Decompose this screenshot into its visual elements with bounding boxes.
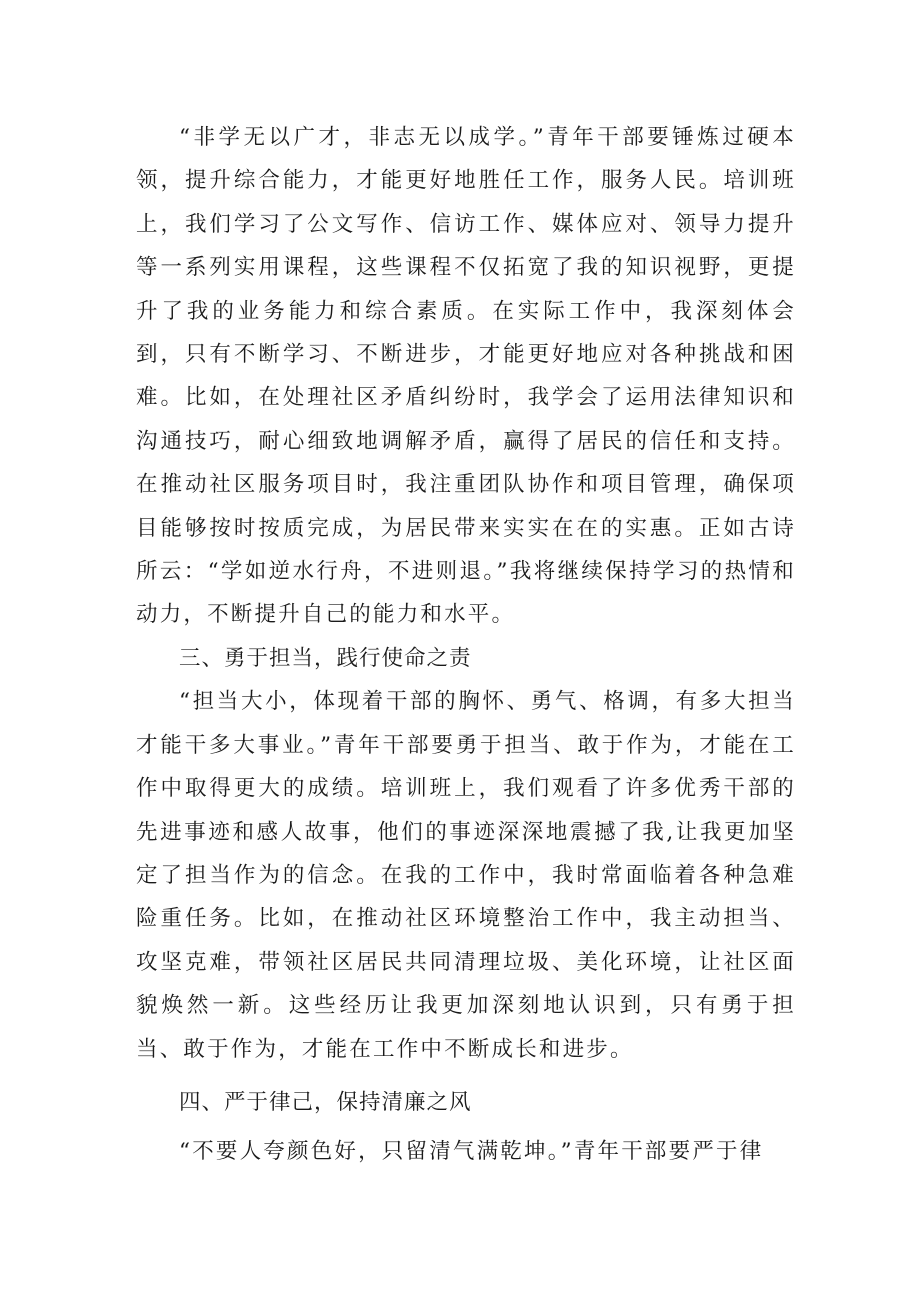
paragraph-study: “非学无以广才，非志无以成学。”青年干部要锤炼过硬本领，提升综合能力，才能更好地胜任工作，服务人民。培训班上，我们学习了公文写作、信访工作、媒体应对、领导力提升等一系列实用课程，这些课程不仅拓宽了我的知识视野，更提升了我的业务能力和综合素质。在实际工作中，我深刻体会到，只有不断学习、不断进步，才能更好地应对各种挑战和困难。比如，在处理社区矛盾纠纷时，我学会了运用法律知识和沟通技巧，耐心细致地调解矛盾，赢得了居民的信任和支持。在推动社区服务项目时，我注重团队协作和项目管理，确保项目能够按时按质完成，为居民带来实实在在的实惠。正如古诗所云：“学如逆水行舟，不进则退。”我将继续保持学习的热情和动力，不断提升自己的能力和水平。: [136, 125, 796, 628]
paragraph-responsibility: “担当大小，体现着干部的胸怀、勇气、格调，有多大担当才能干多大事业。”青年干部要勇于担当、敢于作为，才能在工作中取得更大的成绩。培训班上，我们观看了许多优秀干部的先进事迹和感人故事，他们的事迹深深地震撼了我,让我更加坚定了担当作为的信念。在我的工作中，我时常面临着各种急难险重任务。比如，在推动社区环境整治工作中，我主动担当、攻坚克难，带领社区居民共同清理垃圾、美化环境，让社区面貌焕然一新。这些经历让我更加深刻地认识到，只有勇于担当、敢于作为，才能在工作中不断成长和进步。: [136, 689, 796, 1062]
section-heading-three: 三、勇于担当，践行使命之责: [179, 645, 472, 671]
document-body: [136, 116, 796, 1174]
paragraph-integrity: “不要人夸颜色好，只留清气满乾坤。”青年干部要严于律: [179, 1139, 764, 1165]
section-heading-four: 四、严于律己，保持清廉之风: [179, 1089, 472, 1115]
